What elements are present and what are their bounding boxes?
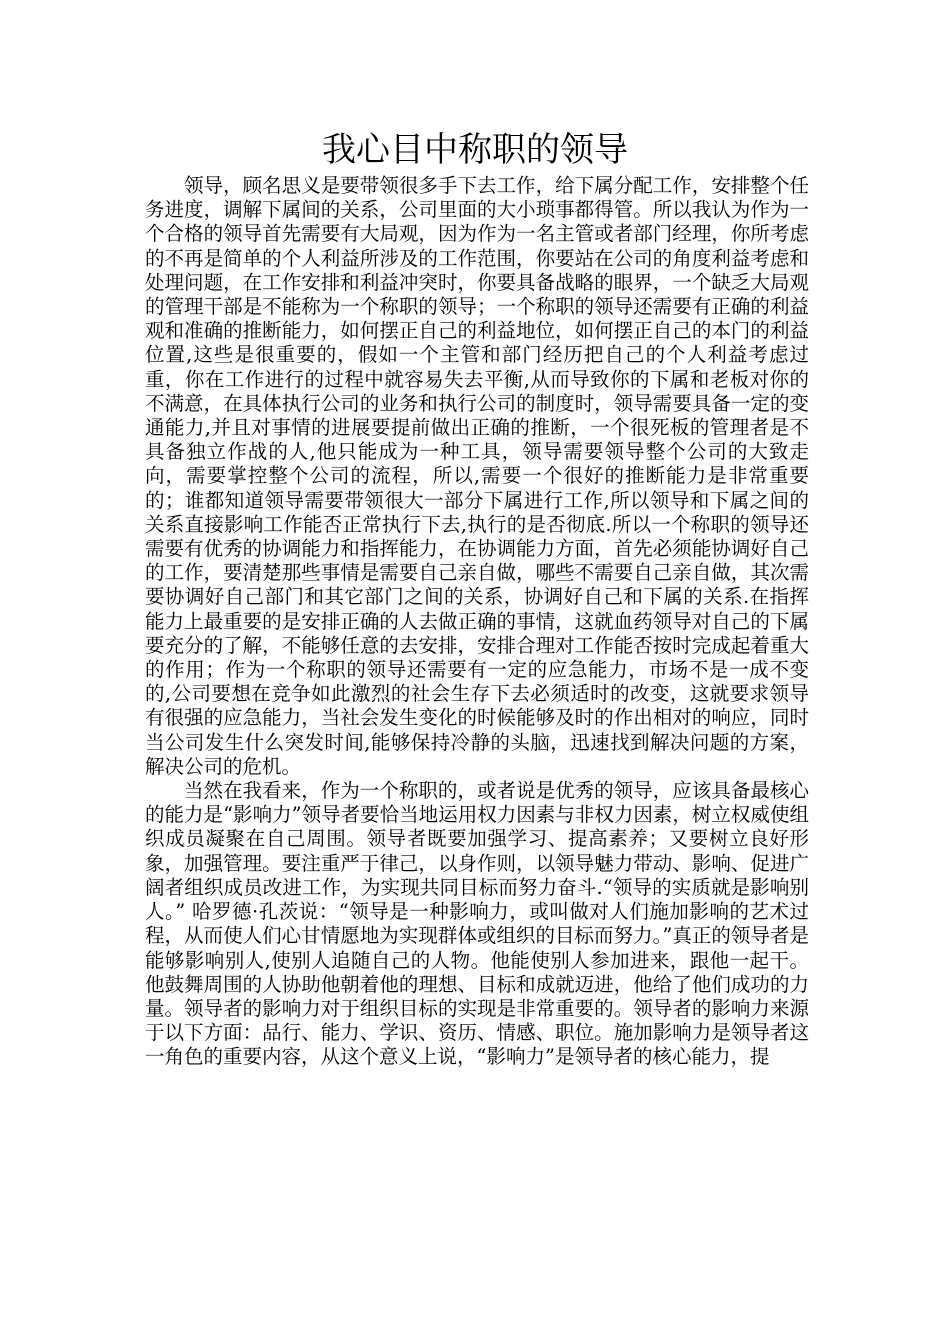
paragraph-1: 领导，顾名思义是要带领很多手下去工作，给下属分配工作，安排整个任务进度，调解下属间的关系，公司里面的大小琐事都得管。所以我认为作为一个合格的领导首先需要有大局观，因为作为一名主管或者部门经理，你所考虑的不再是简单的个人利益所涉及的工作范围，你要站在公司的角度利益考虑和处理问题，在工作安排和利益冲突时，你要具备战略的眼界，一个缺乏大局观的管理干部是不能称为一个称职的领导；一个称职的领导还需要有正确的利益观和准确的推断能力，如何摆正自己的利益地位，如何摆正自己的本门的利益位置,这些是很重要的，假如一个主管和部门经历把自己的个人利益考虑过重，你在工作进行的过程中就容易失去平衡,从而导致你的下属和老板对你的不满意，在具体执行公司的业务和执行公司的制度时，领导需要具备一定的变通能力,并且对事情的进展要提前做出正确的推断，一个很死板的管理者是不具备独立作战的人,他只能成为一种工具，领导需要领导整个公司的大致走向，需要掌控整个公司的流程，所以,需要一个很好的推断能力是非常重要的；谁都知道领导需要带领很大一部分下属进行工作,所以领导和下属之间的关系直接影响工作能否正常执行下去,执行的是否彻底.所以一个称职的领导还需要有优秀的协调能力和指挥能力，在协调能力方面，首先必须能协调好自己的工作，要清楚那些事情是需要自己亲自做，哪些不需要自己亲自做，其次需要协调好自己部门和其它部门之间的关系，协调好自己和下属的关系.在指挥能力上最重要的是安排正确的人去做正确的事情，这就血药领导对自己的下属要充分的了解，不能够任意的去安排，安排合理对工作能否按时完成起着重大的作用；作为一个称职的领导还需要有一定的应急能力，市场不是一成不变的,公司要想在竞争如此激烈的社会生存下去必须适时的改变，这就要求领导有很强的应急能力，当社会发生变化的时候能够及时的作出相对的响应，同时当公司发生什么突发时间,能够保持冷静的头脑，迅速找到解决问题的方案，解决公司的危机。: [145, 174, 809, 778]
document-body: [145, 174, 809, 1070]
document-title: 我心目中称职的领导: [322, 130, 628, 170]
paragraph-2: 当然在我看来，作为一个称职的，或者说是优秀的领导，应该具备最核心的能力是“影响力”领导者要恰当地运用权力因素与非权力因素，树立权威使组织成员凝聚在自己周围。领导者既要加强学习、提高素养；又要树立良好形象，加强管理。要注重严于律己，以身作则，以领导魅力带动、影响、促进广阔者组织成员改进工作，为实现共同目标而努力奋斗.“领导的实质就是影响别人。” 哈罗德·孔茨说：“领导是一种影响力，或叫做对人们施加影响的艺术过程，从而使人们心甘情愿地为实现群体或组织的目标而努力。”真正的领导者是能够影响别人,使别人追随自己的人物。他能使别人参加进来，跟他一起干。他鼓舞周围的人协助他朝着他的理想、目标和成就迈进，他给了他们成功的力量。领导者的影响力对于组织目标的实现是非常重要的。领导者的影响力来源于以下方面：品行、能力、学识、资历、情感、职位。施加影响力是领导者这一角色的重要内容，从这个意义上说，“影响力”是领导者的核心能力，提: [145, 779, 809, 1069]
